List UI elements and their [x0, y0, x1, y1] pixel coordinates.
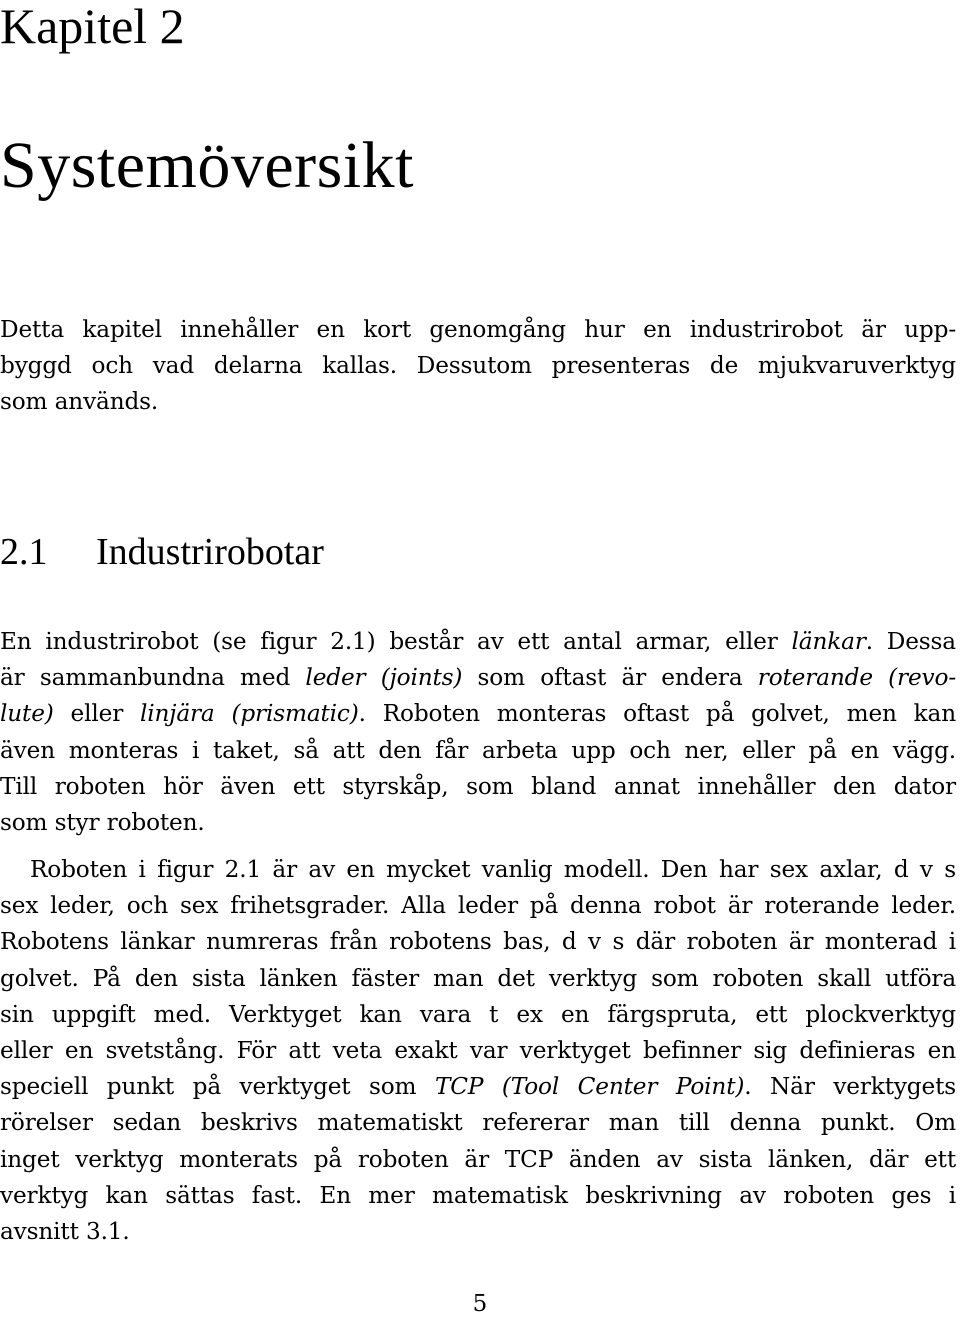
text-run: eller	[53, 700, 140, 728]
body-paragraph-1	[0, 624, 956, 841]
paragraph-line	[0, 624, 956, 660]
page-number: 5	[472, 1291, 488, 1317]
intro-line: byggd och vad delarna kallas. Dessutom presenteras de mjukvaruverktyg	[0, 352, 956, 380]
paragraph-line: avsnitt 3.1.	[0, 1218, 130, 1246]
section-heading	[0, 530, 324, 574]
text-run: . Dessa	[865, 628, 956, 655]
text-run: som oftast är endera	[462, 664, 758, 692]
paragraph-line: Till roboten hör även ett styrskåp, som bland annat innehåller den dator	[0, 772, 956, 800]
paragraph-line: som styr roboten.	[0, 809, 205, 837]
paragraph-line: Roboten i figur 2.1 är av en mycket vanlig modell. Den har sex axlar, d v s	[30, 856, 956, 883]
intro-line: som används.	[0, 388, 159, 416]
emphasis-term: roterande (revo-	[757, 664, 956, 692]
emphasis-term: linjära (prismatic)	[139, 700, 359, 728]
body-paragraph-2	[0, 852, 956, 1250]
paragraph-line	[0, 660, 956, 696]
paragraph-line: eller en svetstång. För att veta exakt var verktyget befinner sig definieras en	[0, 1037, 956, 1065]
intro-paragraph	[0, 312, 956, 421]
paragraph-line: Robotens länkar numreras från robotens bas, d v s där roboten är monterad i	[0, 928, 956, 956]
emphasis-term: lute)	[0, 700, 54, 728]
paragraph-line: inget verktyg monterats på roboten är TCP änden av sista länken, där ett	[0, 1145, 956, 1173]
intro-line: Detta kapitel innehåller en kort genomgång hur en industrirobot är upp-	[0, 316, 956, 343]
section-number: 2.1	[0, 531, 48, 573]
paragraph-line	[0, 1069, 956, 1105]
paragraph-line: sex leder, och sex frihetsgrader. Alla leder på denna robot är roterande leder.	[0, 892, 956, 920]
text-run: speciell punkt på verktyget som	[0, 1073, 435, 1101]
paragraph-line: verktyg kan sättas fast. En mer matematisk beskrivning av roboten ges i	[0, 1181, 956, 1209]
emphasis-term: länkar	[791, 628, 866, 655]
text-run: En industrirobot (se figur 2.1) består av ett antal armar, eller	[0, 628, 792, 655]
emphasis-term: TCP (Tool Center Point)	[434, 1073, 745, 1101]
paragraph-line: även monteras i taket, så att den får arbeta upp och ner, eller på en vägg.	[0, 736, 956, 764]
chapter-label: Kapitel 2	[0, 0, 185, 54]
text-run: . Roboten monteras oftast på golvet, men kan	[358, 700, 957, 728]
section-title: Industrirobotar	[96, 531, 324, 573]
emphasis-term: leder (joints)	[305, 664, 463, 692]
paragraph-line: golvet. På den sista länken fäster man det verktyg som roboten skall utföra	[0, 964, 956, 992]
paragraph-line: sin uppgift med. Verktyget kan vara t ex en färgspruta, ett plockverktyg	[0, 1000, 956, 1028]
text-run: är sammanbundna med	[0, 664, 306, 692]
text-run: . När verktygets	[744, 1073, 956, 1101]
paragraph-line	[0, 696, 956, 732]
chapter-title: Systemöversikt	[0, 129, 414, 202]
paragraph-line: rörelser sedan beskrivs matematiskt refererar man till denna punkt. Om	[0, 1109, 956, 1137]
